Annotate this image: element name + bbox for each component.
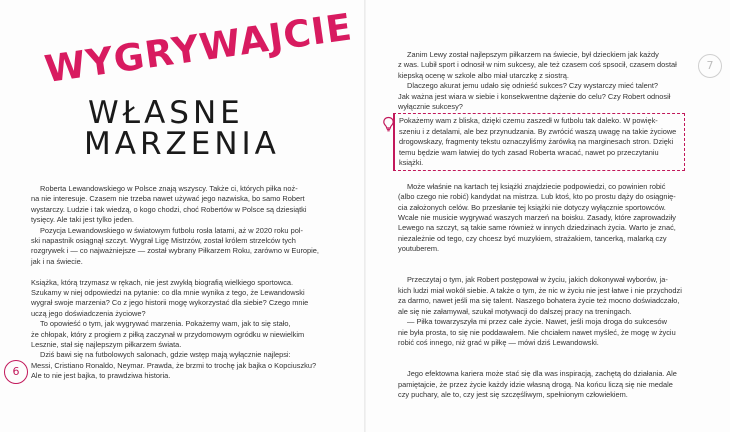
right-line: nie była prosta, to się nie poddawałem. Nie chciałem nawet myśleć, że mogę w życiu [398, 327, 676, 337]
right-line: Zanim Lewy został najlepszym piłkarzem na świecie, był dzieckiem jak każdy [407, 50, 659, 59]
left-line: wystarczy. Ludzie i tak wiedzą, o kogo chodzi, choć Robertów w Polsce są dziesiątki [31, 204, 307, 214]
highlighted-tip-box [393, 113, 685, 171]
right-line: za darmo, nawet jeśli ma się talent. Naszego bohatera życie też mocno doświadczało, [398, 296, 680, 306]
tip-line: temu będzie wam łatwiej do tych zasad Roberta wracać, nawet po przeczytaniu książki. [399, 147, 659, 168]
right-line: — Piłka towarzyszyła mi przez całe życie. Nawet, jeśli moja droga do sukcesów [407, 317, 667, 327]
paragraph-gap [398, 265, 685, 275]
left-text-column [31, 184, 331, 382]
tip-line: Pokażemy wam z bliska, dzięki czemu zaszedł w futbolu tak daleko. W powięk- [399, 116, 658, 126]
right-line: Może właśnie na kartach tej książki znajdziecie podpowiedzi, co powinien robić [407, 181, 666, 191]
left-line: Messi, Cristiano Ronaldo, Neymar. Prawda, że brzmi to trochę jak bajka o Kopciuszku? [31, 360, 317, 370]
paragraph-gap [398, 359, 685, 369]
left-line: uczą jego doświadczenia życiowe? [31, 308, 146, 318]
right-line: Jego efektowna kariera może stać się dla was inspiracją, zachętą do działania. Ale [407, 369, 677, 379]
left-line: To opowieść o tym, jak wygrywać marzenia. Pokażemy wam, jak to się stało, [40, 319, 291, 329]
right-line: Dlaczego akurat jemu udało się odnieść sukces? Czy wystarczy mieć talent? [407, 81, 658, 91]
right-text-column [398, 50, 685, 400]
left-line: Ale to nie jest bajka, to prawdziwa historia. [31, 371, 171, 381]
right-line: niezależnie od tego, czy chcesz być muzykiem, strażakiem, tancerką, malarką czy [398, 233, 667, 243]
left-line: Roberta Lewandowskiego w Polsce znają wszyscy. Także ci, których piłka noż- [40, 184, 298, 193]
right-line: cia założonych celów. Bo przesłanie tej książki nie dotyczy wyłącznie sportowców. [398, 202, 666, 212]
left-line: Szukamy w niej odpowiedzi na pytanie: co dla mnie wynika z tego, że Lewandowski [31, 288, 305, 298]
page-number-right: 7 [698, 54, 722, 78]
right-line: robić coś innego, niż grać w piłkę — mówi dziś Lewandowski. [398, 337, 599, 347]
right-line: Lewego na szczyt, są takie same również w innych dziedzinach życia. Warto je znać, [398, 223, 676, 233]
tip-line: szeniu i z detalami, ale bez przynudzania. By zwrócić waszą uwagę na takie życiowe [399, 126, 677, 136]
page-gutter [364, 0, 366, 432]
paragraph-gap [31, 267, 331, 277]
right-line: z was. Lubił sport i odnosił w nim sukcesy, ale też czasem coś spsocił, czasem dostał [398, 60, 677, 70]
title-line-3: MARZENIA [84, 126, 280, 162]
tip-line: drogowskazy, fragmenty tekstu oznaczyliśmy żarówką na marginesach stron. Dzięki [399, 137, 674, 147]
right-line: ale się nie załamywał, szukał motywacji do dalszej pracy na treningach. [398, 306, 632, 316]
right-line: czy puchary, ale to, czy jest się szczęśliwym, spełnionym człowiekiem. [398, 389, 628, 399]
left-line: tysięcy. Ale taki jest tylko jeden. [31, 215, 134, 225]
right-line: Jak ważna jest wiara w siebie i konsekwentne dążenie do celu? Czy Robert odnosił [398, 91, 671, 101]
title-line-2: WŁASNE [88, 95, 244, 131]
right-line: Wcale nie musicie wygrywać waszych marzeń na boisku. Zasady, które zaprowadziły [398, 213, 676, 223]
paragraph-gap [398, 348, 685, 358]
page-number-left: 6 [4, 360, 28, 384]
left-line: wygrał swoje marzenia? Co z jego historii mogę wykorzystać dla siebie? Czego mnie [31, 298, 309, 308]
paragraph-gap [398, 171, 685, 181]
left-line: na nie interesuje. Czasem nie trzeba nawet używać jego nazwiska, bo samo Robert [31, 194, 305, 204]
right-line: kich ludzi miał wokół siebie. A także o tym, że nic w życiu nie jest łatwe i nie przychodzi [398, 285, 682, 295]
title-line-1: WYGRYWAJCIE [42, 5, 355, 92]
left-line: ski napastnik osiągnął szczyt. Wygrał Ligę Mistrzów, został królem strzelców tych [31, 236, 296, 246]
left-line: Książka, którą trzymasz w rękach, nie jest zwykłą biografią wielkiego sportowca. [31, 277, 294, 287]
left-line: Pozycja Lewandowskiego w światowym futbolu rosła latami, aż w 2020 roku pol- [40, 225, 303, 235]
right-line: kiepską ocenę w szkole albo miał utarczkę z siostrą. [398, 70, 569, 80]
paragraph-gap [398, 255, 685, 265]
left-line: że chłopak, który z progiem z piłką zaczynał w przydomowym ogródku w niewielkim [31, 329, 305, 339]
left-line: Dziś bawi się na futbolowych salonach, gdzie wstęp mają wyłącznie najlepsi: [40, 350, 291, 360]
lightbulb-icon [382, 116, 395, 132]
left-line: jak i na świecie. [31, 256, 83, 266]
right-line: youtuberem. [398, 244, 440, 254]
right-line: Przeczytaj o tym, jak Robert postępował w życiu, jakich dokonywał wyborów, ja- [407, 275, 668, 285]
right-line: wyłącznie sukcesy? [398, 102, 463, 112]
right-line: pamiętajcie, że przez życie każdy idzie własną drogą. Na końcu liczą się nie medale [398, 379, 673, 389]
left-line: rozgrywek i — co najważniejsze — został wybrany Piłkarzem Roku, zarówno w Europie, [31, 246, 319, 256]
right-line: (albo czego nie robić) kandydat na mistrza. Lub ktoś, kto po prostu dąży do osiągnię- [398, 192, 676, 202]
left-line: Lesznie, stał się najlepszym piłkarzem świata. [31, 340, 182, 350]
